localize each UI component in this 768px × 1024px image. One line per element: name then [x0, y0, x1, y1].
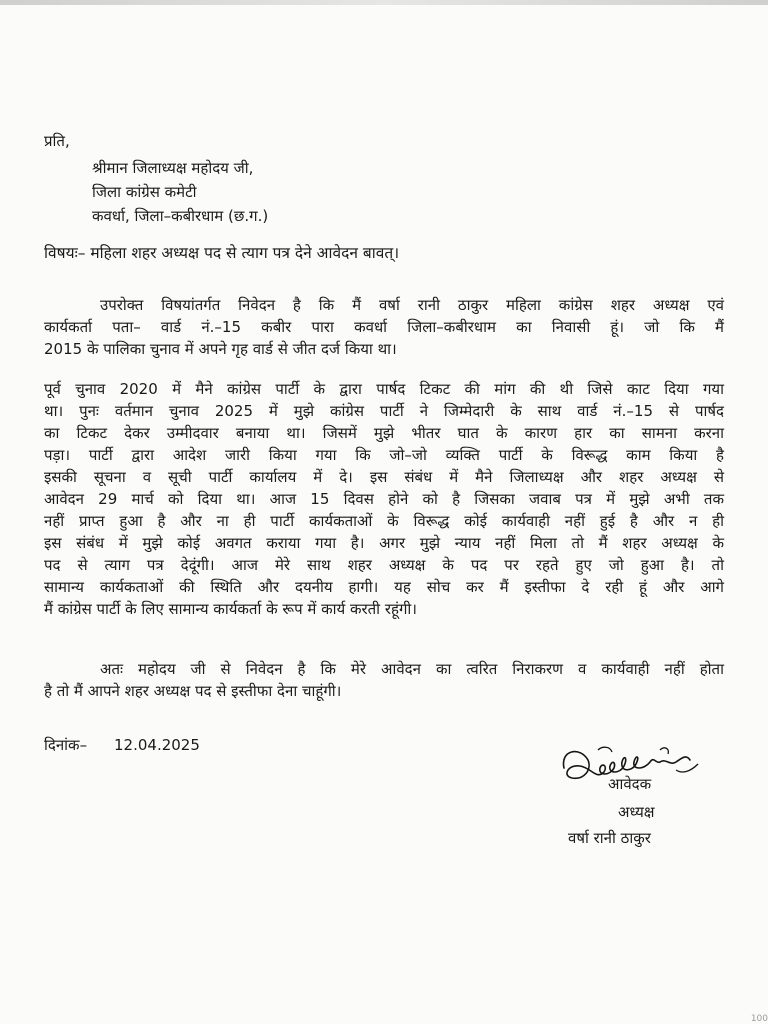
- paragraph-line: उपरोक्त विषयांतर्गत निवेदन है कि मैं वर्षा रानी ठाकुर महिला कांग्रेस शहर अध्यक्ष एवं: [100, 296, 724, 314]
- paragraph-line: कार्यकर्ता पता– वार्ड नं.–15 कबीर पारा कवर्धा जिला–कबीरधाम का निवासी हूं। जो कि मैं: [44, 318, 724, 336]
- paragraph-line: नहीं प्राप्त हुआ है और ना ही पार्टी कार्यकताओं के विरूद्ध कोई कार्यवाही नहीं हुई है और न ही: [44, 512, 724, 530]
- recipient-line-3: कवर्धा, जिला–कबीरधाम (छ.ग.): [92, 207, 269, 225]
- paragraph-line: है तो मैं आपने शहर अध्यक्ष पद से इस्तीफा देना चाहूंगी।: [44, 682, 342, 700]
- recipient-address: [92, 156, 268, 228]
- paragraph-line: पूर्व चुनाव 2020 में मैने कांग्रेस पार्टी के द्वारा पार्षद टिकट की मांग की थी जिसे काट दिया गया: [44, 380, 724, 398]
- paragraph-line: मैं कांग्रेस पार्टी के लिए सामान्य कार्यकर्ता के रूप में कार्य करती रहूंगी।: [44, 600, 417, 618]
- paragraph-line: अतः महोदय जी से निवेदन है कि मेरे आवेदन का त्वरित निराकरण व कार्यवाही नहीं होता: [100, 660, 724, 678]
- paragraph-line: था। पुनः वर्तमान चुनाव 2025 में मुझे कांग्रेस पार्टी ने जिम्मेदारी के साथ वार्ड नं.–15 से पार्षद: [44, 402, 724, 420]
- corner-mark: 100: [750, 1014, 768, 1024]
- date-value: 12.04.2025: [114, 736, 200, 754]
- scan-edge: [0, 0, 768, 5]
- paragraph-line: इसकी सूचना व सूची पार्टी कार्यालय में दे। इस संबंध में मैने जिलाध्यक्ष और शहर अध्यक्ष से: [44, 468, 724, 486]
- paragraph-line: आवेदन 29 मार्च को दिया था। आज 15 दिवस होने को है जिसका जवाब पत्र में मुझे अभी तक: [44, 490, 724, 508]
- paragraph-line: सामान्य कार्यकताओं की स्थिति और दयनीय हागी। यह सोच कर मैं इस्तीफा दे रही हूं और आगे: [44, 578, 724, 596]
- paragraph-line: पड़ा। पार्टी द्वारा आदेश जारी किया गया कि जो–जो व्यक्ति पार्टी के विरूद्ध काम किया है: [44, 446, 724, 464]
- date-label: दिनांक–: [44, 736, 88, 754]
- subject-line: विषयः– महिला शहर अध्यक्ष पद से त्याग पत्र देने आवेदन बावत्।: [44, 244, 400, 262]
- salutation: प्रति,: [44, 132, 70, 150]
- designation: अध्यक्ष: [618, 803, 655, 821]
- paragraph-line: 2015 के पालिका चुनाव में अपने गृह वार्ड से जीत दर्ज किया था।: [44, 340, 397, 358]
- paragraph-line: इस संबंध में मुझे कोई अवगत कराया गया है। अगर मुझे न्याय नहीं मिला तो मैं शहर अध्यक्ष के: [44, 534, 724, 552]
- paragraph-1: [44, 294, 724, 360]
- paragraph-line: पद से त्याग पत्र देदूंगी। आज मेरे साथ शहर अध्यक्ष के पद पर रहते हुए जो हुआ है। तो: [44, 556, 724, 574]
- recipient-line-2: जिला कांग्रेस कमेटी: [92, 183, 197, 201]
- applicant-label: आवेदक: [608, 775, 652, 793]
- paragraph-2: [44, 378, 724, 620]
- paragraph-line: का टिकट देकर उम्मीदवार बनाया था। जिसमें मुझे भीतर घात के कारण हार का सामना करना: [44, 424, 724, 442]
- recipient-line-1: श्रीमान जिलाध्यक्ष महोदय जी,: [92, 159, 254, 177]
- signatory-name: वर्षा रानी ठाकुर: [568, 829, 651, 847]
- paragraph-3: [44, 658, 724, 702]
